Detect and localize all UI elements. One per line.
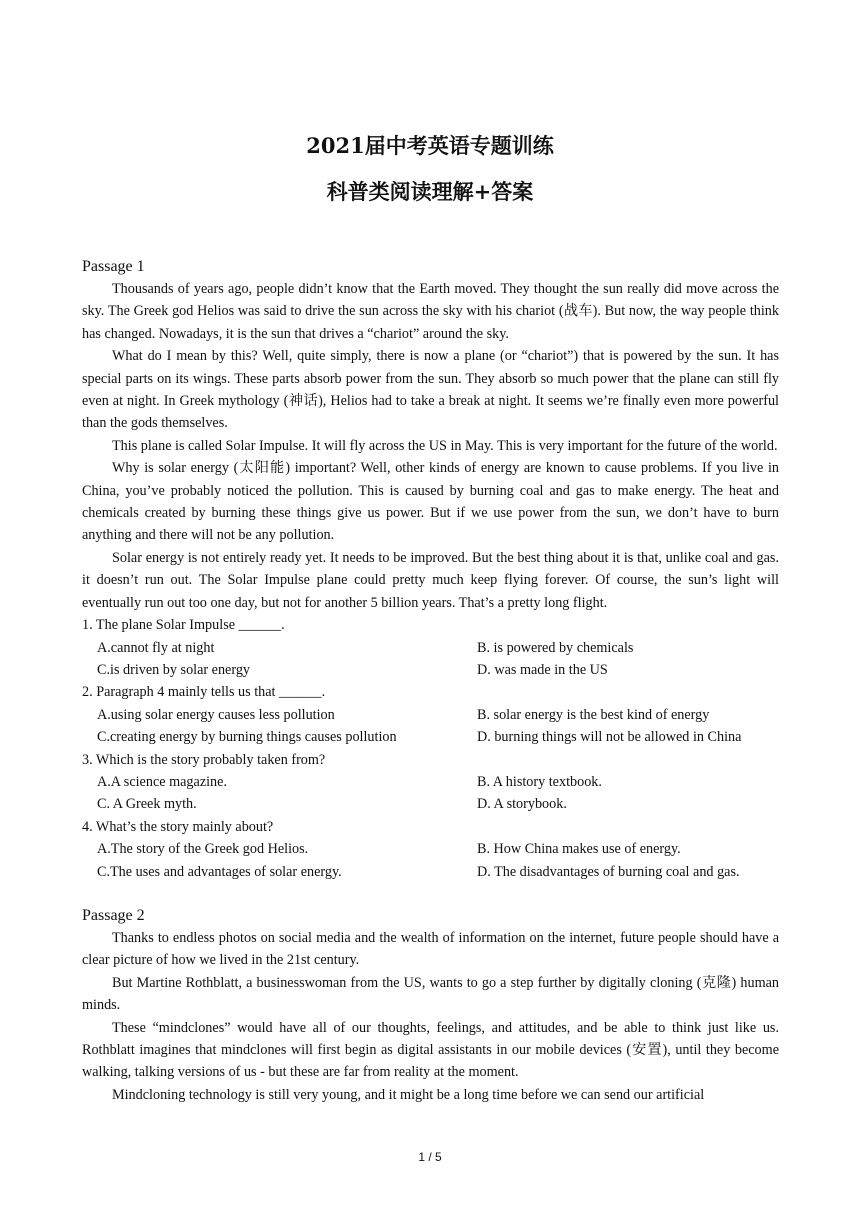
paragraph: Thanks to endless photos on social media and the wealth of information on the internet, future people should have a clear picture of how we lived in the 21st century. — [82, 929, 779, 969]
question-options — [82, 704, 779, 749]
paragraph: This plane is called Solar Impulse. It will fly across the US in May. This is very important for the future of the world. — [112, 437, 778, 454]
option: C.creating energy by burning things causes pollution — [97, 729, 397, 746]
option: C. A Greek myth. — [97, 796, 197, 813]
option: A.using solar energy causes less pollution — [97, 706, 335, 723]
question-stem: 3. Which is the story probably taken from? — [82, 751, 326, 768]
option: D. was made in the US — [477, 661, 608, 678]
option: A.The story of the Greek god Helios. — [97, 841, 309, 858]
paragraph: Thousands of years ago, people didn’t know that the Earth moved. They thought the sun really did move across the sky. The Greek god Helios was said to drive the sun across the sky with his chariot (战车). But now, the way people think has changed. Nowadays, it is the sun that drives a “chariot” around the sky. — [82, 281, 779, 342]
question-stem: 4. What’s the story mainly about? — [82, 818, 274, 835]
paragraph: Mindcloning technology is still very young, and it might be a long time before we can send our artificial — [112, 1086, 705, 1103]
question-options — [82, 838, 779, 883]
page-number: 1 / 5 — [418, 1150, 442, 1164]
document-title: 2021届中考英语专题训练 — [306, 133, 554, 158]
paragraph: Why is solar energy (太阳能) important? Well, other kinds of energy are known to cause problems. If you live in China, you’ve probably noticed the pollution. This is caused by burning coal and gas to make energy. The heat and chemicals created by burning these things give us power. But if we use power from the sun, we don’t have to burn anything and there will not be any pollution. — [82, 460, 779, 544]
option: D. burning things will not be allowed in China — [477, 729, 742, 746]
option: C.The uses and advantages of solar energy. — [97, 863, 342, 880]
passage-heading: Passage 2 — [82, 906, 145, 924]
option: C.is driven by solar energy — [97, 661, 251, 678]
passage-heading: Passage 1 — [82, 258, 145, 275]
option: D. A storybook. — [477, 796, 567, 813]
paragraph: These “mindclones” would have all of our thoughts, feelings, and attitudes, and be able to think just like us. Rothblatt imagines that mindclones will first begin as digital assistants in our mobile devices (安置), until they become walking, talking versions of us - but these are far from reality at the moment. — [82, 1019, 779, 1081]
option: B. solar energy is the best kind of energy — [477, 706, 710, 723]
option: B. is powered by chemicals — [477, 639, 634, 656]
document-body — [82, 256, 779, 1106]
question-options — [82, 637, 779, 682]
question-stem: 1. The plane Solar Impulse ______. — [82, 617, 285, 634]
question-options — [82, 771, 779, 816]
option: A.A science magazine. — [97, 773, 227, 790]
option: B. How China makes use of energy. — [477, 841, 681, 858]
option: B. A history textbook. — [477, 773, 602, 790]
paragraph: Solar energy is not entirely ready yet. It needs to be improved. But the best thing about it is that, unlike coal and gas. it doesn’t run out. The Solar Impulse plane could pretty much keep flying forever. Of course, the sun’s light will eventually run out too one day, but not for another 5 billion years. That’s a pretty long flight. — [82, 549, 779, 611]
document-subtitle: 科普类阅读理解+答案 — [326, 179, 534, 204]
option: A.cannot fly at night — [97, 639, 215, 656]
question-stem: 2. Paragraph 4 mainly tells us that ______. — [82, 684, 326, 701]
paragraph: But Martine Rothblatt, a businesswoman from the US, wants to go a step further by digitally cloning (克隆) human minds. — [82, 974, 779, 1014]
option: D. The disadvantages of burning coal and gas. — [477, 863, 740, 880]
paragraph: What do I mean by this? Well, quite simply, there is now a plane (or “chariot”) that is powered by the sun. It has special parts on its wings. These parts absorb power from the sun. They absorb so much power that the plane can still fly even at night. In Greek mythology (神话), Helios had to take a break at night. It seems we’re finally even more powerful than the gods themselves. — [82, 348, 779, 432]
